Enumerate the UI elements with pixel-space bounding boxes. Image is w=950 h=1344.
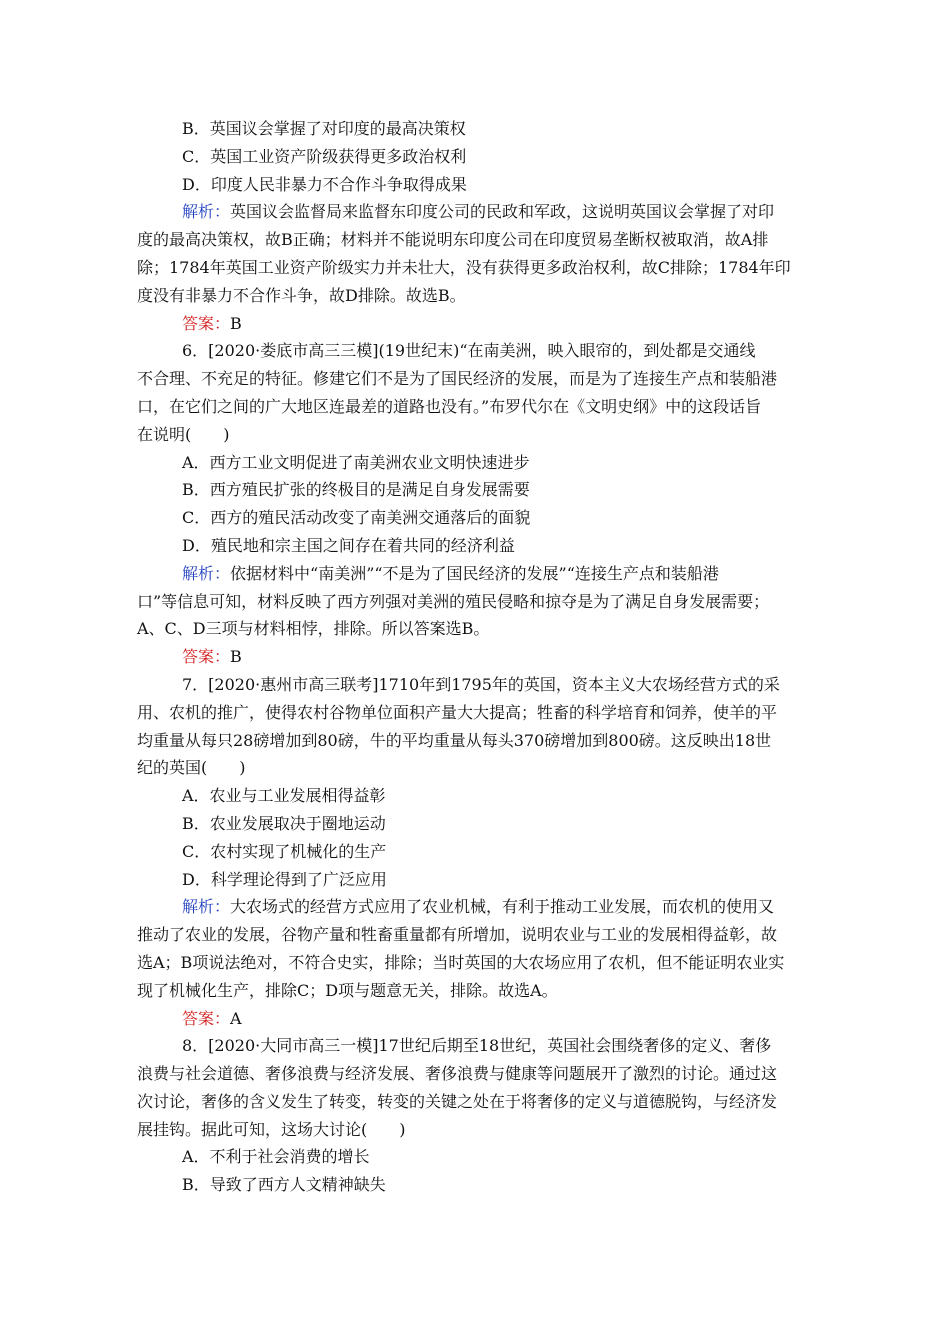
q7-option-d: D．科学理论得到了广泛应用 (182, 869, 387, 889)
q5-analysis-line: 度的最高决策权，故B正确；材料并不能说明东印度公司在印度贸易垄断权被取消，故A排 (137, 230, 769, 250)
q5-option-d: D．印度人民非暴力不合作斗争取得成果 (182, 174, 467, 194)
document-body (137, 115, 814, 1199)
q8-stem-line: 8．[2020·大同市高三一模]17世纪后期至18世纪，英国社会围绕奢侈的定义、奢侈 (182, 1036, 772, 1056)
answer-label: 答案： (182, 647, 231, 667)
q6-stem-line: 口，在它们之间的广大地区连最差的道路也没有。”布罗代尔在《文明史纲》中的这段话旨 (137, 396, 762, 416)
q6-analysis-line: 口”等信息可知，材料反映了西方列强对美洲的殖民侵略和掠夺是为了满足自身发展需要； (137, 591, 770, 611)
q7-analysis-text: 大农场式的经营方式应用了农业机械，有利于推动工业发展，而农机的使用又 (230, 897, 775, 917)
q7-answer (137, 1005, 814, 1033)
analysis-label: 解析： (182, 202, 231, 222)
q7-stem-line: 7．[2020·惠州市高三联考]1710年到1795年的英国，资本主义大农场经营方式的采 (182, 674, 780, 694)
q6-stem-line: 在说明( ) (137, 424, 230, 444)
q5-analysis-line: 度没有非暴力不合作斗争，故D排除。故选B。 (137, 285, 466, 305)
q6-analysis-line: A、C、D三项与材料相悖，排除。所以答案选B。 (137, 619, 490, 639)
analysis-label: 解析： (182, 563, 231, 583)
q6-option-b: B．西方殖民扩张的终极目的是满足自身发展需要 (182, 480, 530, 500)
q5-answer-value: B (230, 313, 242, 333)
q6-stem-line: 不合理、不充足的特征。修建它们不是为了国民经济的发展，而是为了连接生产点和装船港 (137, 369, 778, 389)
q8-option-b: B．导致了西方人文精神缺失 (182, 1175, 386, 1195)
q7-analysis-line: 现了机械化生产，排除C；D项与题意无关，排除。故选A。 (137, 980, 558, 1000)
q7-stem-line: 均重量从每只28磅增加到80磅，牛的平均重量从每头370磅增加到800磅。这反映出18世 (137, 730, 772, 750)
q5-answer (137, 310, 814, 338)
q6-option-a: A．西方工业文明促进了南美洲农业文明快速进步 (182, 452, 530, 472)
q8-stem-line: 展挂钩。据此可知，这场大讨论( ) (137, 1119, 406, 1139)
q6-analysis-line (137, 560, 814, 588)
q5-analysis-line: 除；1784年英国工业资产阶级实力并未壮大，没有获得更多政治权利，故C排除；1784年印 (137, 257, 791, 277)
q5-analysis-line (137, 198, 814, 226)
q6-stem-line: 6．[2020·娄底市高三三模](19世纪末)“在南美洲，映入眼帘的，到处都是交通线 (182, 341, 756, 361)
q7-analysis-line: 推动了农业的发展，谷物产量和牲畜重量都有所增加，说明农业与工业的发展相得益彰，故 (137, 925, 778, 945)
answer-label: 答案： (182, 1008, 231, 1028)
q6-analysis-text: 依据材料中“南美洲”“不是为了国民经济的发展”“连接生产点和装船港 (230, 563, 719, 583)
q7-option-a: A．农业与工业发展相得益彰 (182, 786, 386, 806)
q6-answer-value: B (230, 647, 242, 667)
q5-option-b: B．英国议会掌握了对印度的最高决策权 (182, 119, 466, 138)
q7-stem-line: 纪的英国( ) (137, 758, 246, 778)
q7-analysis-line: 选A；B项说法绝对，不符合史实，排除；当时英国的大农场应用了农机，但不能证明农业实 (137, 952, 785, 972)
q6-option-c: C．西方的殖民活动改变了南美洲交通落后的面貌 (182, 508, 531, 528)
q5-analysis-text: 英国议会监督局来监督东印度公司的民政和军政，这说明英国议会掌握了对印 (230, 202, 775, 222)
analysis-label: 解析： (182, 897, 231, 917)
q6-answer (137, 643, 814, 671)
q7-answer-value: A (230, 1008, 242, 1028)
q8-stem-line: 浪费与社会道德、奢侈浪费与经济发展、奢侈浪费与健康等问题展开了激烈的讨论。通过这 (137, 1064, 778, 1084)
q7-analysis-line (137, 893, 814, 921)
q7-option-b: B．农业发展取决于圈地运动 (182, 813, 386, 833)
q8-option-a: A．不利于社会消费的增长 (182, 1147, 370, 1167)
q6-option-d: D．殖民地和宗主国之间存在着共同的经济利益 (182, 535, 515, 555)
q7-option-c: C．农村实现了机械化的生产 (182, 841, 387, 861)
q8-stem-line: 次讨论，奢侈的含义发生了转变，转变的关键之处在于将奢侈的定义与道德脱钩，与经济发 (137, 1091, 778, 1111)
q7-stem-line: 用、农机的推广，使得农村谷物单位面积产量大大提高；牲畜的科学培育和饲养，使羊的平 (137, 702, 778, 722)
q5-option-c: C．英国工业资产阶级获得更多政治权利 (182, 146, 467, 166)
answer-label: 答案： (182, 313, 231, 333)
